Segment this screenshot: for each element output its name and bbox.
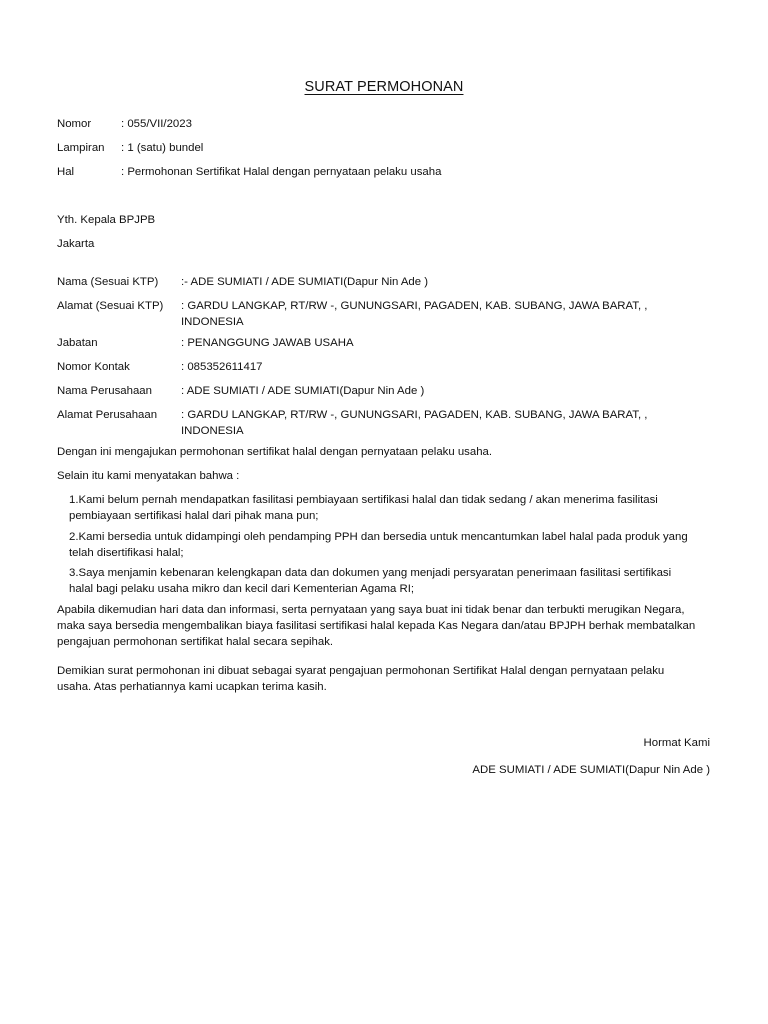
nama-value: :- ADE SUMIATI / ADE SUMIATI(Dapur Nin Ade ) [181,276,429,288]
lampiran-value: : 1 (satu) bundel [121,142,204,154]
alamat-value-line-1: : GARDU LANGKAP, RT/RW -, GUNUNGSARI, PAGADEN, KAB. SUBANG, JAWA BARAT, , [181,300,648,312]
alamat-value-line-2: INDONESIA [181,316,244,328]
alamat-perusahaan-value-line-2: INDONESIA [181,425,244,437]
hal-value: : Permohonan Sertifikat Halal dengan pernyataan pelaku usaha [121,166,442,178]
jabatan-label: Jabatan [57,337,98,349]
alamat-perusahaan-value-line-1: : GARDU LANGKAP, RT/RW -, GUNUNGSARI, PAGADEN, KAB. SUBANG, JAWA BARAT, , [181,409,648,421]
nomor-label: Nomor [57,118,92,130]
closing-line-1: Demikian surat permohonan ini dibuat sebagai syarat pengajuan permohonan Sertifikat Halal dengan pernyataan pelaku [57,665,665,677]
alamat-perusahaan-label: Alamat Perusahaan [57,409,158,421]
perusahaan-label: Nama Perusahaan [57,385,152,397]
statement-intro: Selain itu kami menyatakan bahwa : [57,470,240,482]
paragraph-1-line-3: pengajuan permohonan sertifikat halal secara sepihak. [57,636,334,648]
statement-item-2-line-1: 2.Kami bersedia untuk didampingi oleh pendamping PPH dan bersedia untuk mencantumkan label halal pada produk yang [69,531,688,543]
intro-text: Dengan ini mengajukan permohonan sertifikat halal dengan pernyataan pelaku usaha. [57,446,493,458]
statement-item-3-line-1: 3.Saya menjamin kebenaran kelengkapan data dan dokumen yang menjadi persyaratan penerimaan fasilitasi sertifikasi [69,567,672,579]
kontak-label: Nomor Kontak [57,361,130,373]
paragraph-1-line-1: Apabila dikemudian hari data dan informasi, serta pernyataan yang saya buat ini tidak benar dan terbukti merugikan Negara, [57,604,685,616]
statement-item-3-line-2: halal bagi pelaku usaha mikro dan kecil dari Kementerian Agama RI; [69,583,415,595]
signature-name: ADE SUMIATI / ADE SUMIATI(Dapur Nin Ade ) [472,764,710,776]
letter-title: SURAT PERMOHONAN [304,79,464,95]
alamat-label: Alamat (Sesuai KTP) [57,300,164,312]
perusahaan-value: : ADE SUMIATI / ADE SUMIATI(Dapur Nin Ade ) [181,385,425,397]
statement-item-1-line-1: 1.Kami belum pernah mendapatkan fasilitasi pembiayaan sertifikasi halal dan tidak sedang / akan menerima fasilitasi [69,494,658,506]
lampiran-label: Lampiran [57,142,105,154]
statement-item-2-line-2: telah disertifikasi halal; [69,547,184,559]
kontak-value: : 085352611417 [181,361,263,373]
nomor-value: : 055/VII/2023 [121,118,192,130]
recipient-line-1: Yth. Kepala BPJPB [57,214,156,226]
paragraph-1-line-2: maka saya bersedia mengembalikan biaya fasilitasi sertifikasi halal kepada Kas Negara dan/atau BPJPH berhak membatalkan [57,620,696,632]
recipient-line-2: Jakarta [57,238,95,250]
nama-label: Nama (Sesuai KTP) [57,276,159,288]
jabatan-value: : PENANGGUNG JAWAB USAHA [181,337,354,349]
hal-label: Hal [57,166,75,178]
signature-regards: Hormat Kami [643,737,710,749]
statement-item-1-line-2: pembiayaan sertifikasi halal dari pihak mana pun; [69,510,319,522]
closing-line-2: usaha. Atas perhatiannya kami ucapkan terima kasih. [57,681,327,693]
